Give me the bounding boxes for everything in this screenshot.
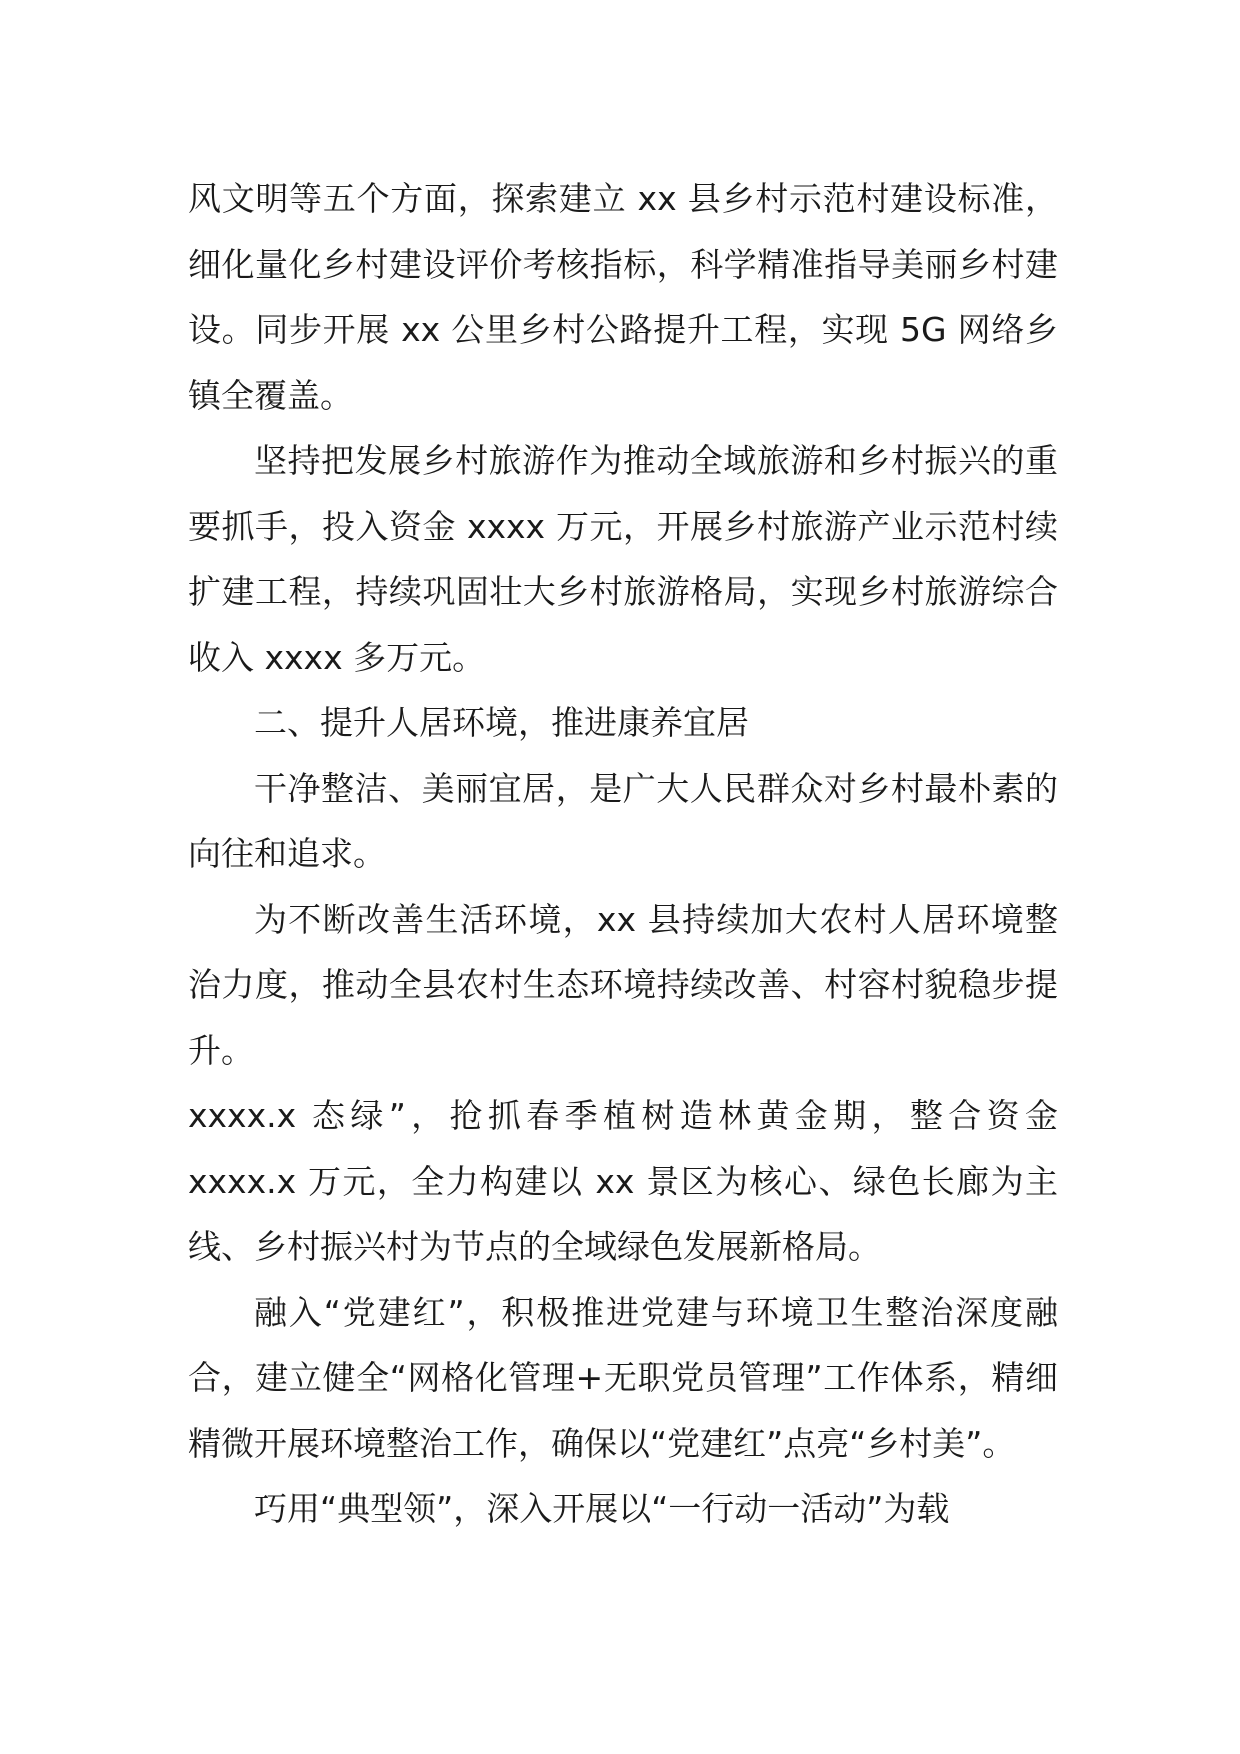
paragraph-4: 干净整洁、美丽宜居，是广大人民群众对乡村最朴素的向往和追求。: [188, 768, 1058, 873]
paragraph-2: 坚持把发展乡村旅游作为推动全域旅游和乡村振兴的重要抓手，投入资金 xxxx 万元，开展乡村旅游产业示范村续扩建工程，持续巩固壮大乡村旅游格局，实现乡村旅游综合收入 xxxx 多万元。: [188, 441, 1058, 677]
paragraph-8: 巧用“典型领”，深入开展以“一行动一活动”为载: [254, 1489, 950, 1528]
paragraph-7: 融入“党建红”，积极推进党建与环境卫生整治深度融合，建立健全“网格化管理+无职党员管理”工作体系，精细精微开展环境整治工作，确保以“党建红”点亮“乡村美”。: [188, 1292, 1058, 1463]
section-heading: 二、提升人居环境，推进康养宜居: [254, 703, 749, 742]
paragraph-6: xxxx.x 态绿”，抢抓春季植树造林黄金期，整合资金 xxxx.x 万元，全力构建以 xx 景区为核心、绿色长廊为主线、乡村振兴村为节点的全域绿色发展新格局。: [188, 1096, 1058, 1266]
paragraph-5: 为不断改善生活环境，xx 县持续加大农村人居环境整治力度，推动全县农村生态环境持续改善、村容村貌稳步提升。: [188, 899, 1058, 1070]
paragraph-1: 风文明等五个方面，探索建立 xx 县乡村示范村建设标准，细化量化乡村建设评价考核指标，科学精准指导美丽乡村建设。同步开展 xx 公里乡村公路提升工程，实现 5G 网络乡镇全覆盖。: [188, 179, 1058, 415]
body-text: [188, 166, 1058, 1542]
